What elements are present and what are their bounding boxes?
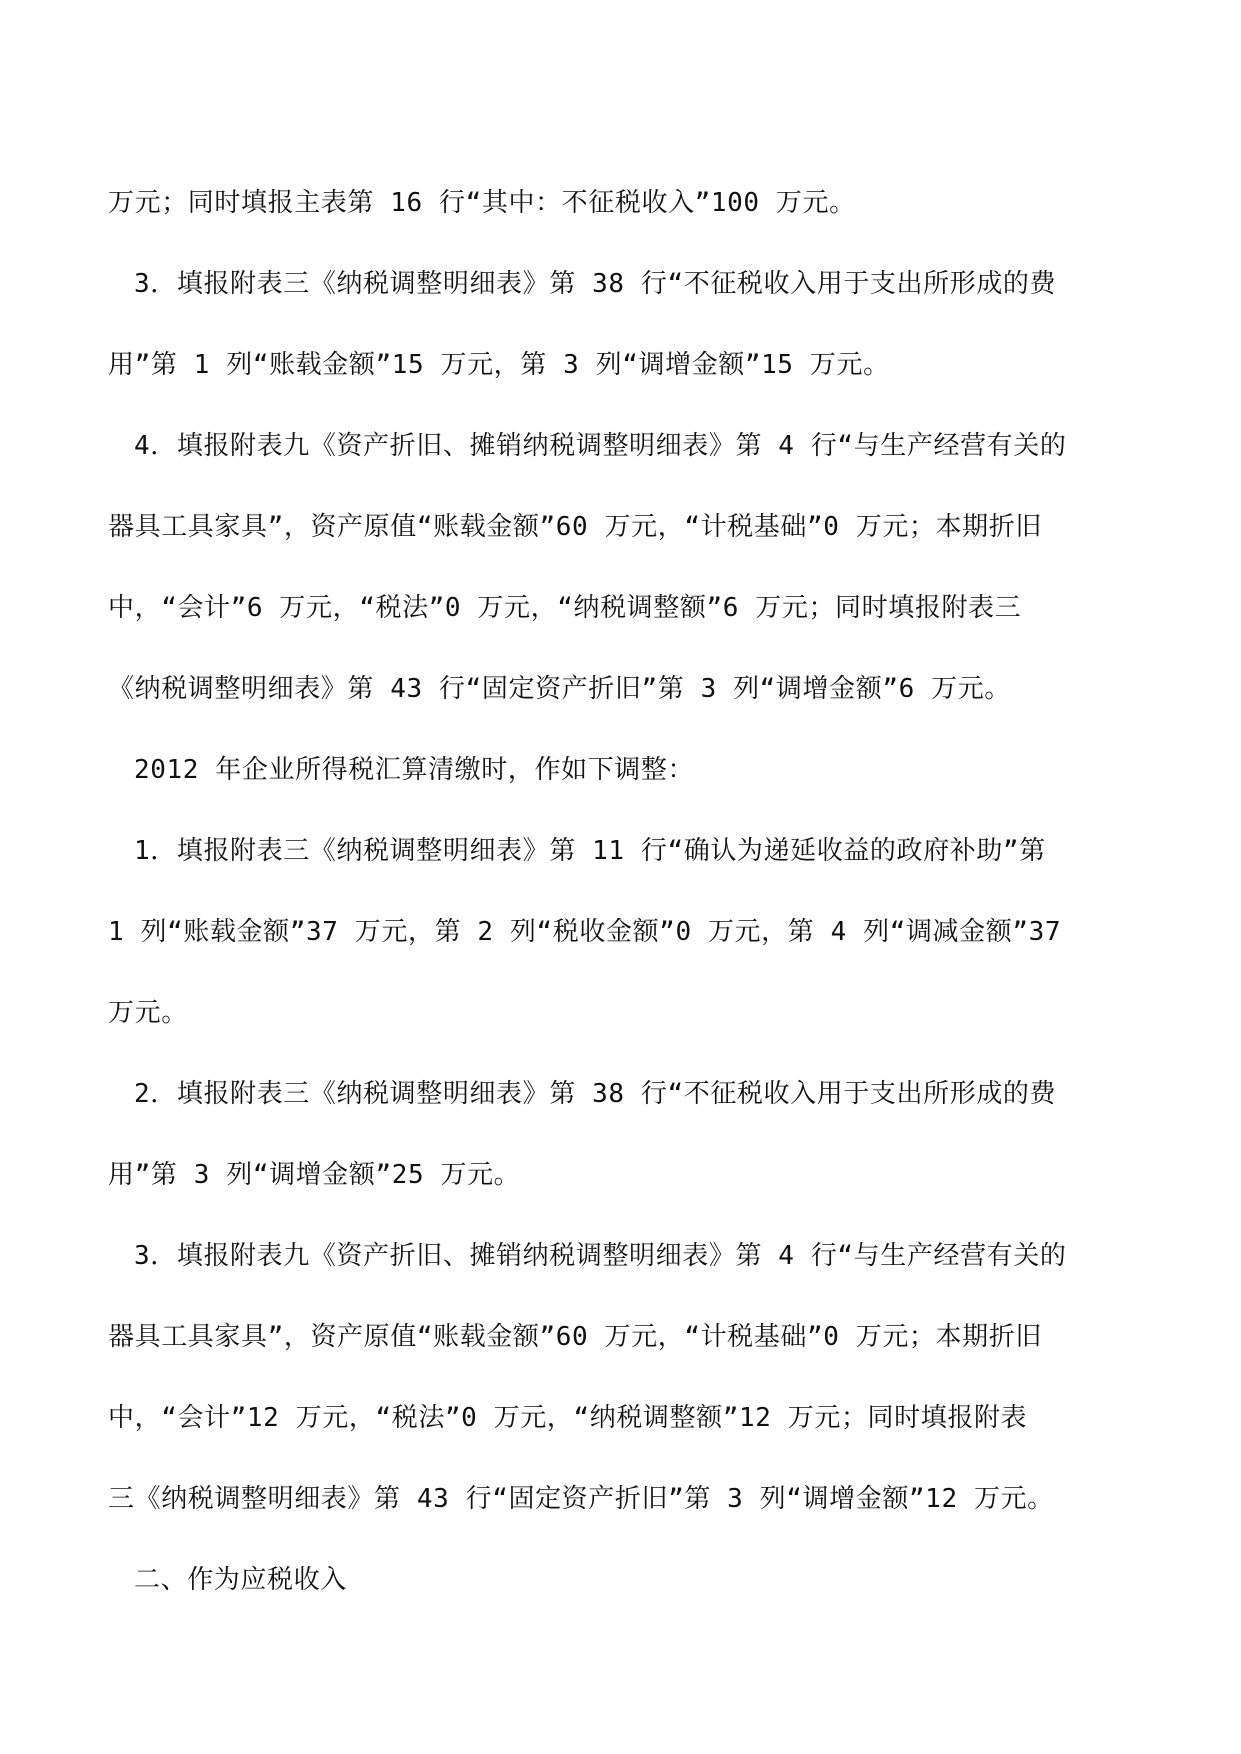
paragraph-line: 万元。: [108, 998, 188, 1028]
paragraph-line: 2．填报附表三《纳税调整明细表》第 38 行“不征税收入用于支出所形成的费: [134, 1079, 1057, 1109]
paragraph-line: 1 列“账载金额”37 万元，第 2 列“税收金额”0 万元，第 4 列“调减金额”37: [108, 917, 1062, 947]
document-body: [108, 163, 1138, 1621]
paragraph-line: 用”第 3 列“调增金额”25 万元。: [108, 1160, 521, 1190]
paragraph-line: 3．填报附表九《资产折旧、摊销纳税调整明细表》第 4 行“与生产经营有关的: [134, 1241, 1067, 1271]
paragraph-line: 3．填报附表三《纳税调整明细表》第 38 行“不征税收入用于支出所形成的费: [134, 269, 1057, 299]
paragraph-line: 三《纳税调整明细表》第 43 行“固定资产折旧”第 3 列“调增金额”12 万元。: [108, 1484, 1054, 1514]
paragraph-line: 用”第 1 列“账载金额”15 万元，第 3 列“调增金额”15 万元。: [108, 350, 890, 380]
paragraph-line: 2012 年企业所得税汇算清缴时，作如下调整：: [134, 755, 695, 785]
paragraph-line: 中，“会计”6 万元，“税法”0 万元，“纳税调整额”6 万元；同时填报附表三: [108, 593, 1022, 623]
paragraph-line: 万元；同时填报主表第 16 行“其中：不征税收入”100 万元。: [108, 188, 856, 218]
paragraph-line: 中，“会计”12 万元，“税法”0 万元，“纳税调整额”12 万元；同时填报附表: [108, 1403, 1028, 1433]
paragraph-line: 器具工具家具”，资产原值“账载金额”60 万元，“计税基础”0 万元；本期折旧: [108, 512, 1042, 542]
paragraph-line: 1．填报附表三《纳税调整明细表》第 11 行“确认为递延收益的政府补助”第: [134, 836, 1046, 866]
section-heading: 二、作为应税收入: [134, 1565, 347, 1595]
paragraph-line: 《纳税调整明细表》第 43 行“固定资产折旧”第 3 列“调增金额”6 万元。: [108, 674, 1011, 704]
paragraph-line: 4．填报附表九《资产折旧、摊销纳税调整明细表》第 4 行“与生产经营有关的: [134, 431, 1067, 461]
paragraph-line: 器具工具家具”，资产原值“账载金额”60 万元，“计税基础”0 万元；本期折旧: [108, 1322, 1042, 1352]
